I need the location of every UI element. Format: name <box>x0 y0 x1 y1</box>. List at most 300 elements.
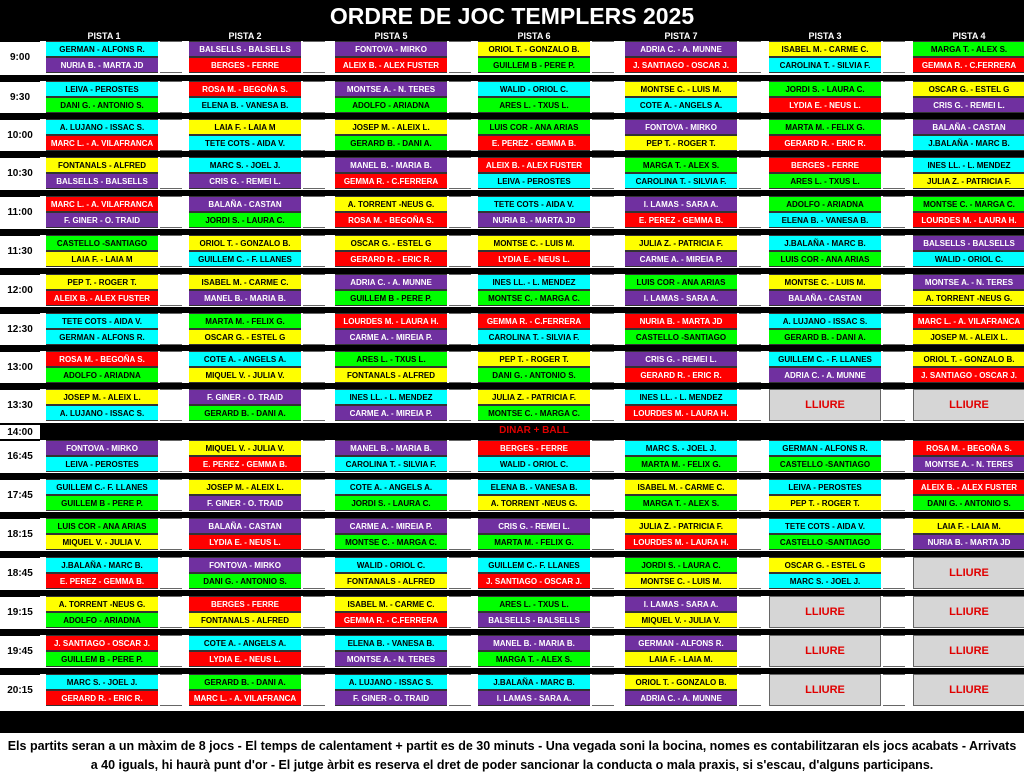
team-pair: MONTSE A. - N. TERES <box>913 456 1024 472</box>
team-pair: ISABEL M. - CARME C. <box>625 479 737 495</box>
spacer <box>303 518 325 550</box>
slot-time: 16:45 <box>0 440 40 472</box>
team-pair: LUIS COR - ANA ARIAS <box>769 251 881 267</box>
spacer <box>160 274 182 306</box>
spacer <box>449 313 471 345</box>
free-court: LLIURE <box>913 389 1024 421</box>
team-pair: ADRIA C. - A. MUNNE <box>625 690 737 706</box>
team-pair: DANI G. - ANTONIO S. <box>913 495 1024 511</box>
team-pair: CAROLINA T. - SILVIA F. <box>478 329 590 345</box>
team-pair: LYDIA E. - NEUS L. <box>189 534 301 550</box>
spacer <box>449 635 471 667</box>
team-pair: A. LUJANO - ISSAC S. <box>769 313 881 329</box>
team-pair: CASTELLO -SANTIAGO <box>46 235 158 251</box>
spacer <box>883 313 905 345</box>
slot-time: 18:45 <box>0 557 40 589</box>
team-pair: BALAÑA - CASTAN <box>913 119 1024 135</box>
spacer <box>592 518 614 550</box>
court-header: PISTA 6 <box>472 30 596 41</box>
team-pair: ORIOL T. - GONZALO B. <box>625 674 737 690</box>
team-pair: J.BALAÑA - MARC B. <box>478 674 590 690</box>
team-pair: WALID - ORIOL C. <box>913 251 1024 267</box>
team-pair: I. LAMAS - SARA A. <box>478 690 590 706</box>
spacer <box>592 557 614 589</box>
free-court: LLIURE <box>913 557 1024 589</box>
spacer <box>449 235 471 267</box>
team-pair: COTE A. - ANGELS A. <box>189 635 301 651</box>
team-pair: MONTSE C. - LUIS M. <box>769 274 881 290</box>
spacer <box>739 119 761 151</box>
spacer <box>883 596 905 628</box>
team-pair: BERGES - FERRE <box>189 596 301 612</box>
team-pair: MARC S. - JOEL J. <box>625 440 737 456</box>
slot-time: 13:30 <box>0 389 40 421</box>
free-court: LLIURE <box>769 635 881 667</box>
team-pair: BERGES - FERRE <box>769 157 881 173</box>
page-title: ORDRE DE JOC TEMPLERS 2025 <box>0 0 1024 33</box>
team-pair: JORDI S. - LAURA C. <box>769 81 881 97</box>
team-pair: MONTSE C. - MARGA C. <box>335 534 447 550</box>
team-pair: A. TORRENT -NEUS G. <box>335 196 447 212</box>
court-header: PISTA 5 <box>329 30 453 41</box>
team-pair: GEMMA R. - C.FERRERA <box>478 313 590 329</box>
team-pair: MARGA T. - ALEX S. <box>625 495 737 511</box>
team-pair: A. LUJANO - ISSAC S. <box>335 674 447 690</box>
spacer <box>449 518 471 550</box>
team-pair: GERARD R. - ERIC R. <box>769 135 881 151</box>
slot-time: 18:15 <box>0 518 40 550</box>
team-pair: MARTA M. - FELIX G. <box>189 313 301 329</box>
team-pair: MIQUEL V. - JULIA V. <box>189 440 301 456</box>
team-pair: MANEL B. - MARIA B. <box>335 440 447 456</box>
team-pair: FONTOVA - MIRKO <box>335 41 447 57</box>
team-pair: JULIA Z. - PATRICIA F. <box>913 173 1024 189</box>
spacer <box>883 81 905 113</box>
team-pair: BALSELLS - BALSELLS <box>46 173 158 189</box>
team-pair: CRIS G. - REMEI L. <box>913 97 1024 113</box>
spacer <box>160 351 182 383</box>
team-pair: GUILLEM B - PERE P. <box>478 57 590 73</box>
spacer <box>160 440 182 472</box>
spacer <box>160 674 182 706</box>
team-pair: ROSA M. - BEGOÑA S. <box>46 351 158 367</box>
team-pair: MANEL B. - MARIA B. <box>189 290 301 306</box>
team-pair: ADRIA C. - A. MUNNE <box>335 274 447 290</box>
bottom-band <box>0 711 1024 733</box>
team-pair: GEMMA R. - C.FERRERA <box>335 173 447 189</box>
team-pair: ALEIX B. - ALEX FUSTER <box>46 290 158 306</box>
spacer <box>592 274 614 306</box>
court-header: PISTA 7 <box>619 30 743 41</box>
spacer <box>449 41 471 73</box>
lunch-label: DINAR + BALL <box>499 425 569 436</box>
team-pair: CAROLINA T. - SILVIA F. <box>769 57 881 73</box>
team-pair: J. SANTIAGO - OSCAR J. <box>625 57 737 73</box>
team-pair: CRIS G. - REMEI L. <box>189 173 301 189</box>
team-pair: FONTANALS - ALFRED <box>189 612 301 628</box>
team-pair: LEIVA - PEROSTES <box>46 81 158 97</box>
team-pair: GERARD B. - DANI A. <box>189 674 301 690</box>
team-pair: MARTA M. - FELIX G. <box>769 119 881 135</box>
team-pair: ORIOL T. - GONZALO B. <box>913 351 1024 367</box>
team-pair: MARC S. - JOEL J. <box>189 157 301 173</box>
team-pair: LUIS COR - ANA ARIAS <box>46 518 158 534</box>
team-pair: ELENA B. - VANESA B. <box>335 635 447 651</box>
spacer <box>883 274 905 306</box>
spacer <box>303 674 325 706</box>
spacer <box>160 119 182 151</box>
spacer <box>592 635 614 667</box>
team-pair: J.BALAÑA - MARC B. <box>46 557 158 573</box>
team-pair: BALAÑA - CASTAN <box>189 196 301 212</box>
spacer <box>160 479 182 511</box>
spacer <box>883 157 905 189</box>
spacer <box>592 351 614 383</box>
team-pair: LOURDES M. - LAURA H. <box>335 313 447 329</box>
slot-time: 11:00 <box>0 196 40 228</box>
team-pair: J. SANTIAGO - OSCAR J. <box>913 367 1024 383</box>
team-pair: WALID - ORIOL C. <box>478 81 590 97</box>
spacer <box>449 596 471 628</box>
free-court: LLIURE <box>913 596 1024 628</box>
team-pair: DANI G. - ANTONIO S. <box>478 367 590 383</box>
team-pair: LYDIA E. - NEUS L. <box>189 651 301 667</box>
team-pair: ALEIX B. - ALEX FUSTER <box>913 479 1024 495</box>
spacer <box>739 674 761 706</box>
team-pair: MONTSE C. - MARGA C. <box>478 290 590 306</box>
court-header: PISTA 2 <box>183 30 307 41</box>
team-pair: MARC S. - JOEL J. <box>46 674 158 690</box>
spacer <box>739 440 761 472</box>
team-pair: ALEIX B. - ALEX FUSTER <box>478 157 590 173</box>
team-pair: ADOLFO - ARIADNA <box>46 612 158 628</box>
spacer <box>739 518 761 550</box>
team-pair: A. LUJANO - ISSAC S. <box>46 405 158 421</box>
team-pair: FONTOVA - MIRKO <box>46 440 158 456</box>
team-pair: FONTANALS - ALFRED <box>46 157 158 173</box>
spacer <box>739 351 761 383</box>
team-pair: LOURDES M. - LAURA H. <box>913 212 1024 228</box>
team-pair: LEIVA - PEROSTES <box>478 173 590 189</box>
team-pair: ROSA M. - BEGOÑA S. <box>335 212 447 228</box>
team-pair: BERGES - FERRE <box>189 57 301 73</box>
team-pair: FONTOVA - MIRKO <box>625 119 737 135</box>
team-pair: J. SANTIAGO - OSCAR J. <box>478 573 590 589</box>
team-pair: MARGA T. - ALEX S. <box>913 41 1024 57</box>
spacer <box>303 440 325 472</box>
spacer <box>883 351 905 383</box>
spacer <box>449 119 471 151</box>
spacer <box>883 389 905 421</box>
spacer <box>449 157 471 189</box>
team-pair: JORDI S. - LAURA C. <box>189 212 301 228</box>
spacer <box>160 41 182 73</box>
team-pair: COTE A. - ANGELS A. <box>625 97 737 113</box>
spacer <box>449 440 471 472</box>
team-pair: JULIA Z. - PATRICIA F. <box>478 389 590 405</box>
slot-time: 10:30 <box>0 157 40 189</box>
team-pair: A. TORRENT -NEUS G. <box>46 596 158 612</box>
spacer <box>160 235 182 267</box>
team-pair: GERARD B. - DANI A. <box>769 329 881 345</box>
team-pair: BALSELLS - BALSELLS <box>913 235 1024 251</box>
team-pair: JULIA Z. - PATRICIA F. <box>625 518 737 534</box>
team-pair: JORDI S. - LAURA C. <box>625 557 737 573</box>
spacer <box>303 81 325 113</box>
team-pair: J. SANTIAGO - OSCAR J. <box>46 635 158 651</box>
spacer <box>160 635 182 667</box>
spacer <box>739 41 761 73</box>
team-pair: COTE A. - ANGELS A. <box>335 479 447 495</box>
slot-time: 13:00 <box>0 351 40 383</box>
spacer <box>883 196 905 228</box>
team-pair: MARTA M. - FELIX G. <box>478 534 590 550</box>
spacer <box>449 389 471 421</box>
team-pair: J.BALAÑA - MARC B. <box>769 235 881 251</box>
team-pair: TETE COTS - AIDA V. <box>769 518 881 534</box>
spacer <box>160 518 182 550</box>
team-pair: ADOLFO - ARIADNA <box>769 196 881 212</box>
spacer <box>592 479 614 511</box>
spacer <box>449 674 471 706</box>
team-pair: BALSELLS - BALSELLS <box>189 41 301 57</box>
team-pair: MARC L. - A. VILAFRANCA <box>189 690 301 706</box>
spacer <box>303 596 325 628</box>
team-pair: CASTELLO -SANTIAGO <box>769 456 881 472</box>
team-pair: GERMAN - ALFONS R. <box>46 41 158 57</box>
team-pair: CARME A. - MIREIA P. <box>335 329 447 345</box>
team-pair: GUILLEM B - PERE P. <box>335 290 447 306</box>
rules-footer: Els partits seran a un màxim de 8 jocs - El temps de calentament + partit es de 30 minuts - Una vegada soni la bocina, nomes es contabilitzaran els jocs acabats - Arrivats a 40 iguals, hi haurà punt d'or - El jutge àrbit es reserva el dret de poder sancionar la conducta o mala praxis, si s'escau, d'alguns participans. <box>7 739 1017 772</box>
team-pair: LOURDES M. - LAURA H. <box>625 534 737 550</box>
team-pair: GERARD R. - ERIC R. <box>46 690 158 706</box>
team-pair: GUILLEM C.- F. LLANES <box>46 479 158 495</box>
free-court: LLIURE <box>913 674 1024 706</box>
team-pair: NURIA B. - MARTA JD <box>46 57 158 73</box>
spacer <box>739 157 761 189</box>
spacer <box>303 196 325 228</box>
spacer <box>739 235 761 267</box>
spacer <box>449 557 471 589</box>
team-pair: ROSA M. - BEGOÑA S. <box>189 81 301 97</box>
spacer <box>883 635 905 667</box>
team-pair: ISABEL M. - CARME C. <box>335 596 447 612</box>
team-pair: ARES L. - TXUS L. <box>478 97 590 113</box>
team-pair: CASTELLO -SANTIAGO <box>769 534 881 550</box>
spacer <box>303 157 325 189</box>
team-pair: I. LAMAS - SARA A. <box>625 596 737 612</box>
spacer <box>160 596 182 628</box>
team-pair: NURIA B. - MARTA JD <box>478 212 590 228</box>
team-pair: BALSELLS - BALSELLS <box>478 612 590 628</box>
team-pair: GUILLEM C. - F. LLANES <box>189 251 301 267</box>
spacer <box>739 389 761 421</box>
team-pair: OSCAR G. - ESTEL G <box>189 329 301 345</box>
team-pair: MARC L. - A. VILAFRANCA <box>913 313 1024 329</box>
spacer <box>303 235 325 267</box>
spacer <box>592 235 614 267</box>
team-pair: CAROLINA T. - SILVIA F. <box>335 456 447 472</box>
team-pair: GERMAN - ALFONS R. <box>625 635 737 651</box>
team-pair: F. GINER - O. TRAID <box>46 212 158 228</box>
spacer <box>592 41 614 73</box>
team-pair: MIQUEL V. - JULIA V. <box>189 367 301 383</box>
team-pair: GUILLEM C.- F. LLANES <box>478 557 590 573</box>
team-pair: ARES L. - TXUS L. <box>769 173 881 189</box>
lunch-time: 14:00 <box>0 425 40 439</box>
free-court: LLIURE <box>769 674 881 706</box>
team-pair: FONTOVA - MIRKO <box>189 557 301 573</box>
team-pair: MIQUEL V. - JULIA V. <box>46 534 158 550</box>
team-pair: JOSEP M. - ALEIX L. <box>913 329 1024 345</box>
free-court: LLIURE <box>913 635 1024 667</box>
team-pair: WALID - ORIOL C. <box>335 557 447 573</box>
spacer <box>303 313 325 345</box>
team-pair: LAIA F. - LAIA M. <box>625 651 737 667</box>
team-pair: JOSEP M. - ALEIX L. <box>189 479 301 495</box>
team-pair: E. PEREZ - GEMMA B. <box>478 135 590 151</box>
team-pair: GUILLEM B - PERE P. <box>46 651 158 667</box>
slot-time: 10:00 <box>0 119 40 151</box>
spacer <box>303 557 325 589</box>
team-pair: LEIVA - PEROSTES <box>46 456 158 472</box>
team-pair: INES LL. - L. MENDEZ <box>478 274 590 290</box>
team-pair: ALEIX B. - ALEX FUSTER <box>335 57 447 73</box>
team-pair: MANEL B. - MARIA B. <box>335 157 447 173</box>
slot-time: 9:00 <box>0 41 40 73</box>
team-pair: MARTA M. - FELIX G. <box>625 456 737 472</box>
team-pair: I. LAMAS - SARA A. <box>625 290 737 306</box>
team-pair: MONTSE A. - N. TERES <box>335 81 447 97</box>
team-pair: CRIS G. - REMEI L. <box>625 351 737 367</box>
spacer <box>592 313 614 345</box>
team-pair: TETE COTS - AIDA V. <box>478 196 590 212</box>
spacer <box>592 157 614 189</box>
spacer <box>592 440 614 472</box>
team-pair: INES LL. - L. MENDEZ <box>625 389 737 405</box>
team-pair: ARES L. - TXUS L. <box>335 351 447 367</box>
team-pair: MONTSE C. - LUIS M. <box>625 573 737 589</box>
spacer <box>160 81 182 113</box>
spacer <box>160 389 182 421</box>
team-pair: ELENA B. - VANESA B. <box>189 97 301 113</box>
team-pair: PEP T. - ROGER T. <box>625 135 737 151</box>
slot-time: 17:45 <box>0 479 40 511</box>
team-pair: LAIA F. - LAIA M. <box>913 518 1024 534</box>
team-pair: A. TORRENT -NEUS G. <box>478 495 590 511</box>
team-pair: GUILLEM B - PERE P. <box>46 495 158 511</box>
team-pair: OSCAR G. - ESTEL G <box>913 81 1024 97</box>
team-pair: JULIA Z. - PATRICIA F. <box>625 235 737 251</box>
spacer <box>449 196 471 228</box>
team-pair: WALID - ORIOL C. <box>478 456 590 472</box>
spacer <box>883 674 905 706</box>
free-court: LLIURE <box>769 389 881 421</box>
team-pair: I. LAMAS - SARA A. <box>625 196 737 212</box>
team-pair: GERARD R. - ERIC R. <box>625 367 737 383</box>
team-pair: JOSEP M. - ALEIX L. <box>46 389 158 405</box>
team-pair: MANEL B. - MARIA B. <box>478 635 590 651</box>
team-pair: NURIA B. - MARTA JD <box>913 534 1024 550</box>
team-pair: MARGA T. - ALEX S. <box>625 157 737 173</box>
team-pair: OSCAR G. - ESTEL G <box>769 557 881 573</box>
team-pair: MARC L. - A. VILAFRANCA <box>46 135 158 151</box>
team-pair: MONTSE C. - MARGA C. <box>478 405 590 421</box>
spacer <box>883 518 905 550</box>
team-pair: LEIVA - PEROSTES <box>769 479 881 495</box>
free-court: LLIURE <box>769 596 881 628</box>
team-pair: LAIA F. - LAIA M <box>189 119 301 135</box>
slot-time: 12:00 <box>0 274 40 306</box>
team-pair: MARC S. - JOEL J. <box>769 573 881 589</box>
team-pair: INES LL. - L. MENDEZ <box>913 157 1024 173</box>
spacer <box>303 274 325 306</box>
court-header: PISTA 4 <box>907 30 1024 41</box>
team-pair: F. GINER - O. TRAID <box>335 690 447 706</box>
team-pair: GERARD B. - DANI A. <box>189 405 301 421</box>
team-pair: BALAÑA - CASTAN <box>769 290 881 306</box>
team-pair: LOURDES M. - LAURA H. <box>625 405 737 421</box>
team-pair: DANI G. - ANTONIO S. <box>189 573 301 589</box>
team-pair: CASTELLO -SANTIAGO <box>625 329 737 345</box>
spacer <box>592 196 614 228</box>
team-pair: GEMMA R. - C.FERRERA <box>335 612 447 628</box>
team-pair: ORIOL T. - GONZALO B. <box>478 41 590 57</box>
spacer <box>449 479 471 511</box>
slot-time: 19:15 <box>0 596 40 628</box>
team-pair: CRIS G. - REMEI L. <box>478 518 590 534</box>
team-pair: NURIA B. - MARTA JD <box>625 313 737 329</box>
team-pair: GERMAN - ALFONS R. <box>46 329 158 345</box>
spacer <box>739 196 761 228</box>
team-pair: PEP T. - ROGER T. <box>769 495 881 511</box>
spacer <box>883 557 905 589</box>
slot-time: 9:30 <box>0 81 40 113</box>
team-pair: MONTSE A. - N. TERES <box>335 651 447 667</box>
spacer <box>160 557 182 589</box>
team-pair: LUIS COR - ANA ARIAS <box>625 274 737 290</box>
team-pair: GEMMA R. - C.FERRERA <box>913 57 1024 73</box>
spacer <box>592 81 614 113</box>
team-pair: ADRIA C. - A. MUNNE <box>625 41 737 57</box>
slot-time: 11:30 <box>0 235 40 267</box>
spacer <box>739 313 761 345</box>
team-pair: JORDI S. - LAURA C. <box>335 495 447 511</box>
spacer <box>592 674 614 706</box>
spacer <box>303 389 325 421</box>
team-pair: MIQUEL V. - JULIA V. <box>625 612 737 628</box>
team-pair: MONTSE C. - MARGA C. <box>913 196 1024 212</box>
spacer <box>303 479 325 511</box>
spacer <box>739 635 761 667</box>
team-pair: ELENA B. - VANESA B. <box>769 212 881 228</box>
team-pair: INES LL. - L. MENDEZ <box>335 389 447 405</box>
team-pair: ARES L. - TXUS L. <box>478 596 590 612</box>
team-pair: MONTSE C. - LUIS M. <box>625 81 737 97</box>
spacer <box>592 119 614 151</box>
team-pair: COTE A. - ANGELS A. <box>189 351 301 367</box>
court-header: PISTA 3 <box>763 30 887 41</box>
spacer <box>303 119 325 151</box>
team-pair: ISABEL M. - CARME C. <box>189 274 301 290</box>
slot-time: 12:30 <box>0 313 40 345</box>
team-pair: TETE COTS - AIDA V. <box>46 313 158 329</box>
spacer <box>592 596 614 628</box>
court-header: PISTA 1 <box>40 30 168 41</box>
team-pair: J.BALAÑA - MARC B. <box>913 135 1024 151</box>
team-pair: ADOLFO - ARIADNA <box>335 97 447 113</box>
team-pair: GERARD R. - ERIC R. <box>335 251 447 267</box>
